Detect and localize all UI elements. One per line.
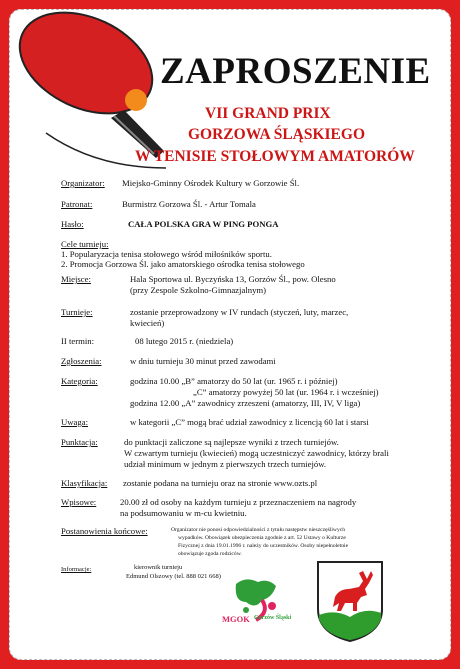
mgok-logo-subtext: Gorzów Śląski (254, 615, 292, 621)
scoring-label: Punktacja: (61, 437, 98, 447)
tournaments-label: Turnieje: (61, 307, 93, 317)
organizer-value: Miejsko-Gminny Ośrodek Kultury w Gorzowie Śl. (122, 178, 300, 188)
info-line-2: Edmund Olszowy (tel. 888 021 668) (126, 573, 221, 580)
final-line-4: obowiązuje zgoda rodziców. (178, 551, 242, 557)
final-provisions-label: Postanowienia końcowe: (61, 526, 148, 536)
category-line-2: „C” amatorzy powyżej 50 lat (ur. 1964 r. i wcześniej) (193, 387, 379, 397)
term-label: II termin: (61, 336, 95, 346)
page-title: ZAPROSZENIE (160, 51, 431, 92)
mgok-logo-text: MGOK (222, 614, 250, 624)
classification-value: zostanie podana na turnieju oraz na stronie www.ozts.pl (123, 478, 318, 488)
notice-value: w kategorii „C” mogą brać udział zawodnicy z licencją 60 lat i starsi (130, 417, 369, 427)
term-value: 08 lutego 2015 r. (niedziela) (135, 336, 234, 346)
subtitle-grand-prix: VII GRAND PRIX (205, 105, 331, 122)
notice-label: Uwaga: (61, 417, 89, 427)
place-line-1: Hala Sportowa ul. Byczyńska 13, Gorzów Śl., pow. Olesno (130, 274, 336, 284)
scoring-line-3: udział minimum w jednym z pierwszych trzech turniejów. (124, 459, 327, 469)
category-line-1: godzina 10.00 „B” amatorzy do 50 lat (ur. 1965 r. i później) (130, 376, 338, 386)
tournaments-line-2: kwiecień) (130, 318, 165, 328)
place-label: Miejsce: (61, 274, 91, 284)
place-line-2: (przy Zespole Szkolno-Gimnazjalnym) (130, 285, 267, 295)
fee-line-1: 20.00 zł od osoby na każdym turnieju z przeznaczeniem na nagrody (120, 497, 357, 507)
goals-line-2: 2. Promocja Gorzowa Śl. jako amatorskiego ośrodka tenisa stołowego (61, 259, 305, 269)
patron-value: Burmistrz Gorzowa Śl. - Artur Tomala (122, 199, 256, 209)
mgok-logo-icon (216, 576, 296, 634)
tournaments-line-1: zostanie przeprowadzony w IV rundach (styczeń, luty, marzec, (130, 307, 349, 317)
final-line-1: Organizator nie ponosi odpowiedzialności z tytułu następstw nieszczęśliwych (171, 527, 346, 533)
fee-line-2: na podsumowaniu w m-cu kwietniu. (120, 508, 247, 518)
slogan-value: CAŁA POLSKA GRA W PING PONGA (128, 219, 279, 229)
category-label: Kategoria: (61, 376, 98, 386)
goals-line-1: 1. Popularyzacja tenisa stołowego wśród miłośników sportu. (61, 249, 272, 259)
category-line-3: godzina 12.00 „A” zawodnicy zrzeszeni (amatorzy, III, IV, V liga) (130, 398, 361, 408)
info-label: Informacje: (61, 566, 92, 573)
subtitle-town: GORZOWA ŚLĄSKIEGO (188, 126, 366, 143)
coat-of-arms-deer-icon (315, 559, 385, 643)
invitation-sheet (9, 9, 451, 660)
scoring-line-1: do punktacji zaliczone są najlepsze wyniki z trzech turniejów. (124, 437, 339, 447)
patron-label: Patronat: (61, 199, 93, 209)
scoring-line-2: W czwartym turnieju (kwiecień) mogą uczestniczyć zawodnicy, którzy brali (124, 448, 389, 458)
registration-label: Zgłoszenia: (61, 356, 102, 366)
organizer-label: Organizator: (61, 178, 105, 188)
final-line-3: Fizycznej z dnia 19.01.1996 r. należy do uczestników. Osoby niepełnoletnie (178, 543, 349, 549)
goals-label: Cele turnieju: (61, 239, 109, 249)
subtitle-event: W TENISIE STOŁOWYM AMATORÓW (135, 148, 415, 165)
slogan-label: Hasło: (61, 219, 84, 229)
registration-value: w dniu turnieju 30 minut przed zawodami (130, 356, 276, 366)
fee-label: Wpisowe: (61, 497, 97, 507)
info-line-1: kierownik turnieju (134, 564, 183, 571)
final-line-2: wypadków. Obowiązek ubezpieczenia zgodnie z art. 52 Ustawy o Kulturze (178, 535, 346, 541)
classification-label: Klasyfikacja: (61, 478, 108, 488)
